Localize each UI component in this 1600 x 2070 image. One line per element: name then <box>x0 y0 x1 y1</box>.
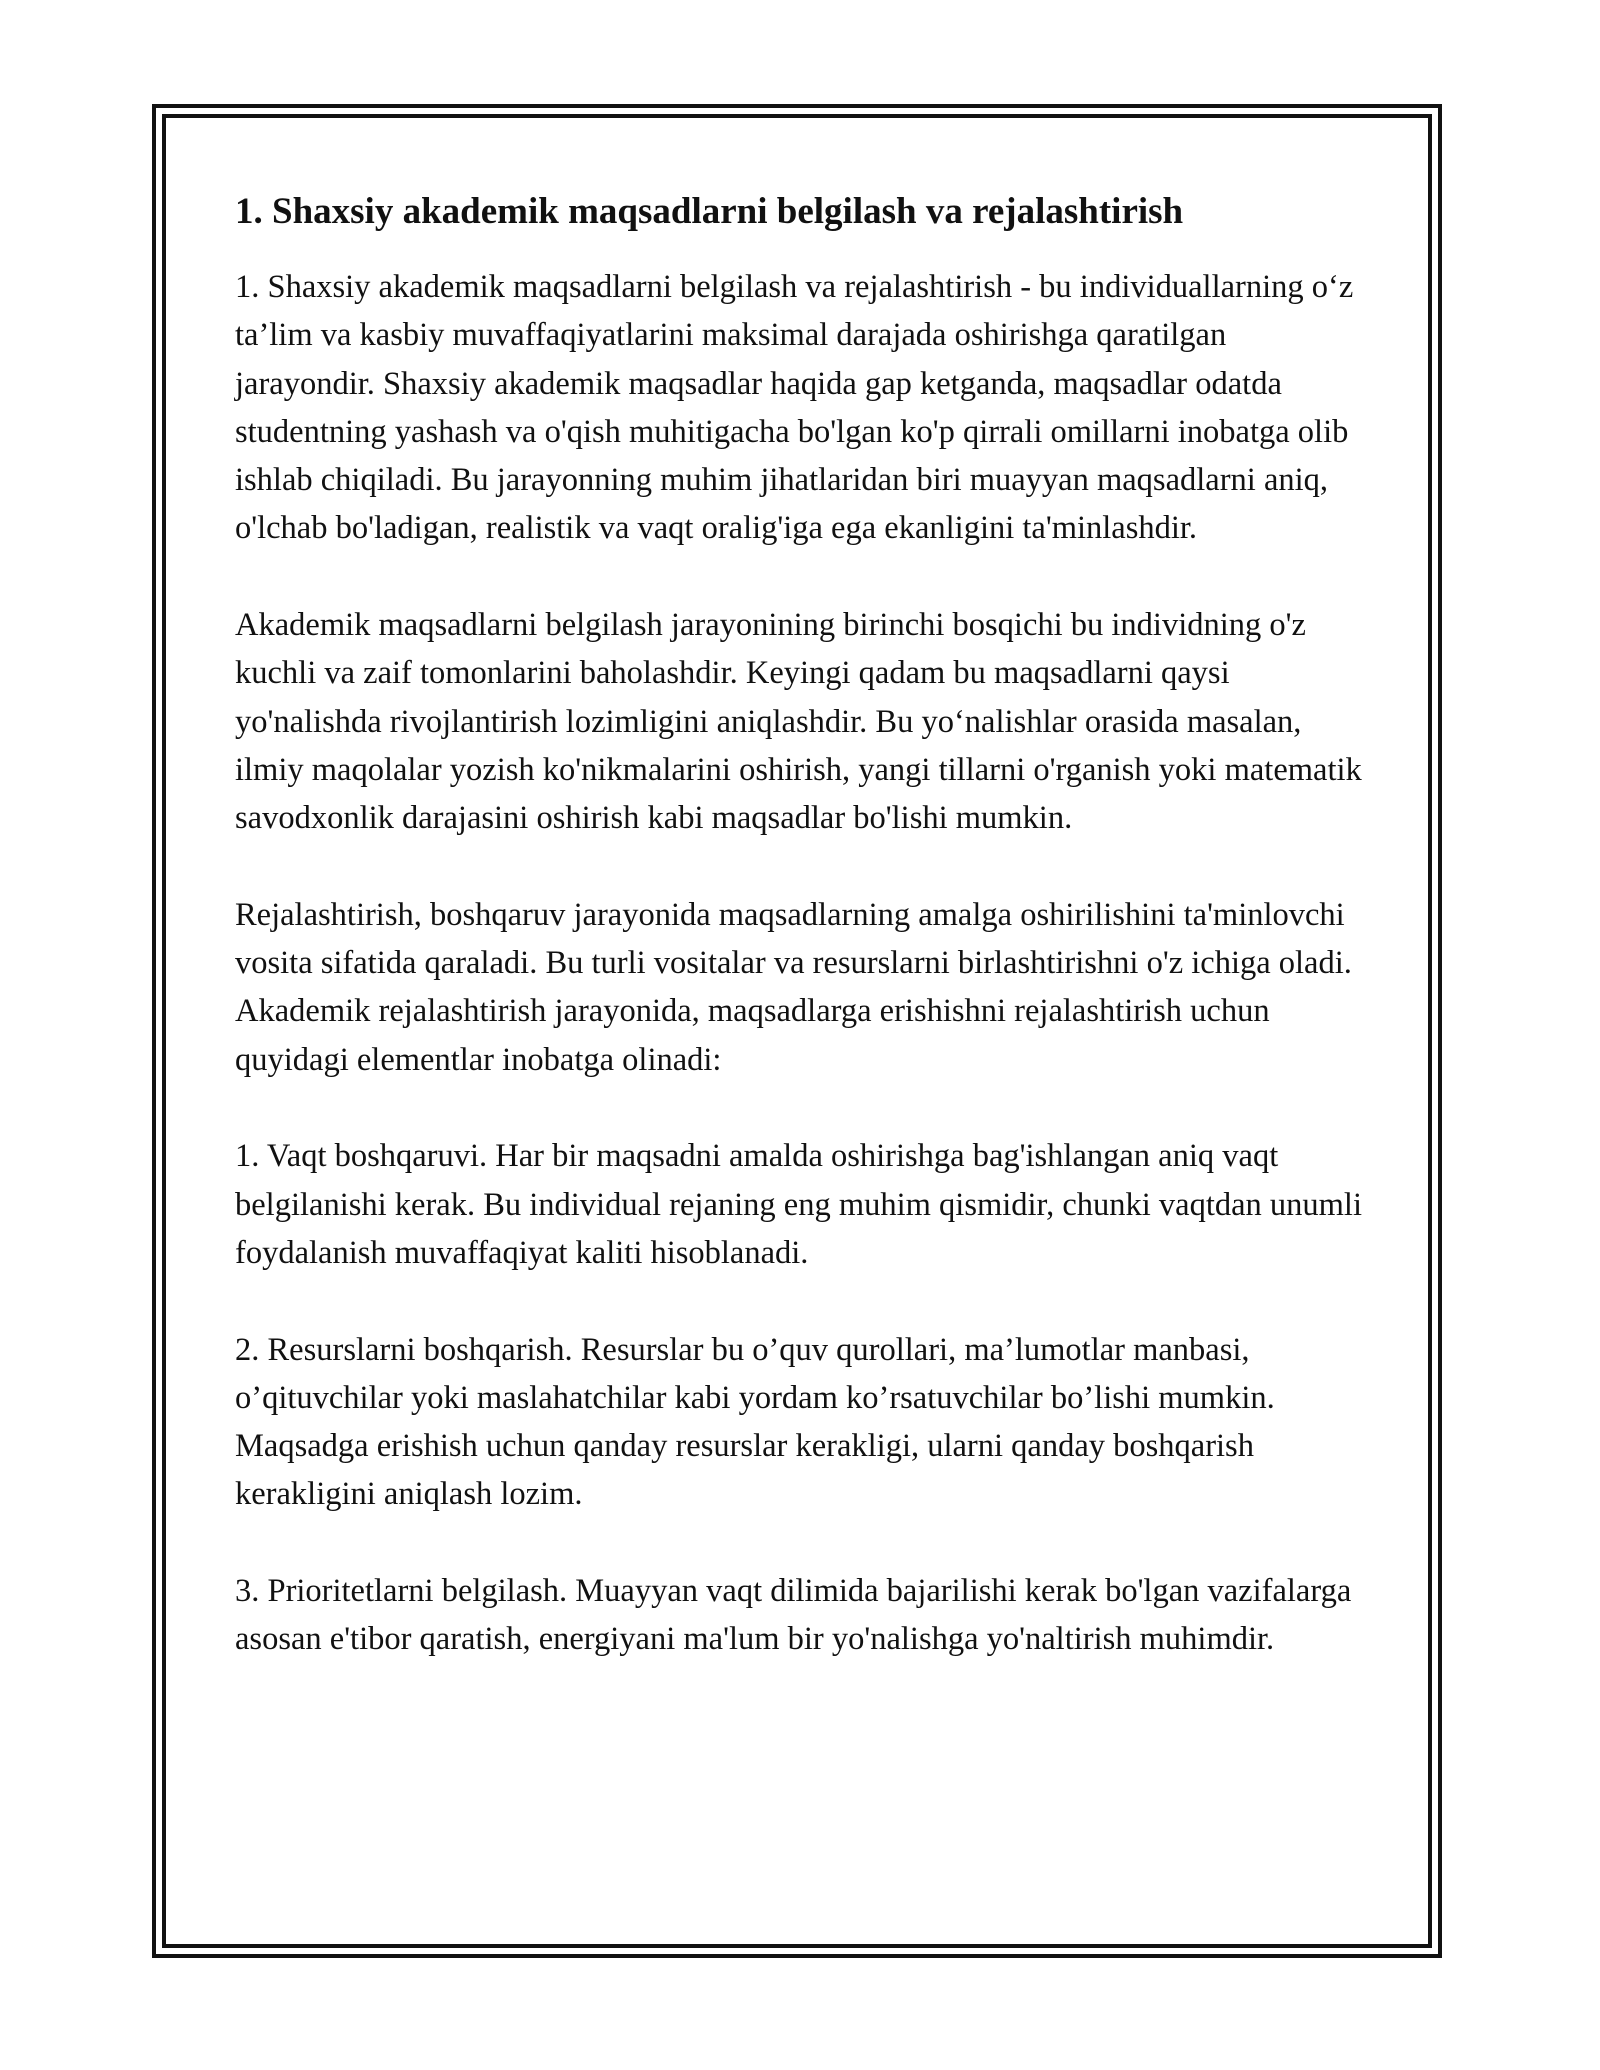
list-item-priorities: 3. Prioritetlarni belgilash. Muayyan vaqt dilimida bajarilishi kerak bo'lgan vazifalarga asosan e'tibor qaratish, energiyani ma'lum bir yo'nalishga yo'naltirish muhimdir. <box>235 1573 1352 1658</box>
page-title: 1. Shaxsiy akademik maqsadlarni belgilash va rejalashtirish <box>235 191 1184 232</box>
paragraph-planning: Rejalashtirish, boshqaruv jarayonida maqsadlarning amalga oshirilishini ta'minlovchi vosita sifatida qaraladi. Bu turli vositalar va resurslarni birlashtirishni o'z ichiga oladi. Akademik rejalashtirish jarayonida, maqsadlarga erishishni rejalashtirish uchun quyidagi elementlar inobatga olinadi: <box>235 896 1352 1078</box>
list-item-time-management: 1. Vaqt boshqaruvi. Har bir maqsadni amalda oshirishga bag'ishlangan aniq vaqt belgilanishi kerak. Bu individual rejaning eng muhim qismidir, chunki vaqtdan unumli foydalanish muvaffaqiyat kaliti hisoblanadi. <box>235 1138 1362 1271</box>
paragraph-goal-setting-stages: Akademik maqsadlarni belgilash jarayonining birinchi bosqichi bu individning o'z kuchli va zaif tomonlarini baholashdir. Keyingi qadam bu maqsadlarni qaysi yo'nalishda rivojlantirish lozimligini aniqlashdir. Bu yo‘nalishlar orasida masalan, ilmiy maqolalar yozish ko'nikmalarini oshirish, yangi tillarni o'rganish yoki matematik savodxonlik darajasini oshirish kabi maqsadlar bo'lishi mumkin. <box>235 607 1362 837</box>
list-item-resource-management: 2. Resurslarni boshqarish. Resurslar bu o’quv qurollari, ma’lumotlar manbasi, o’qituvchilar yoki maslahatchilar kabi yordam ko’rsatuvchilar bo’lishi mumkin. Maqsadga erishish uchun qanday resurslar kerakligi, ularni qanday boshqarish kerakligini aniqlash lozim. <box>235 1331 1275 1513</box>
document-body <box>235 188 1365 1664</box>
paragraph-intro: 1. Shaxsiy akademik maqsadlarni belgilash va rejalashtirish - bu individuallarning o‘z ta’lim va kasbiy muvaffaqiyatlarini maksimal darajada oshirishga qaratilgan jarayondir. Shaxsiy akademik maqsadlar haqida gap ketganda, maqsadlar odatda studentning yashash va o'qish muhitigacha bo'lgan ko'p qirrali omillarni inobatga olib ishlab chiqiladi. Bu jarayonning muhim jihatlaridan biri muayyan maqsadlarni aniq, o'lchab bo'ladigan, realistik va vaqt oralig'iga ega ekanligini ta'minlashdir. <box>235 269 1354 547</box>
